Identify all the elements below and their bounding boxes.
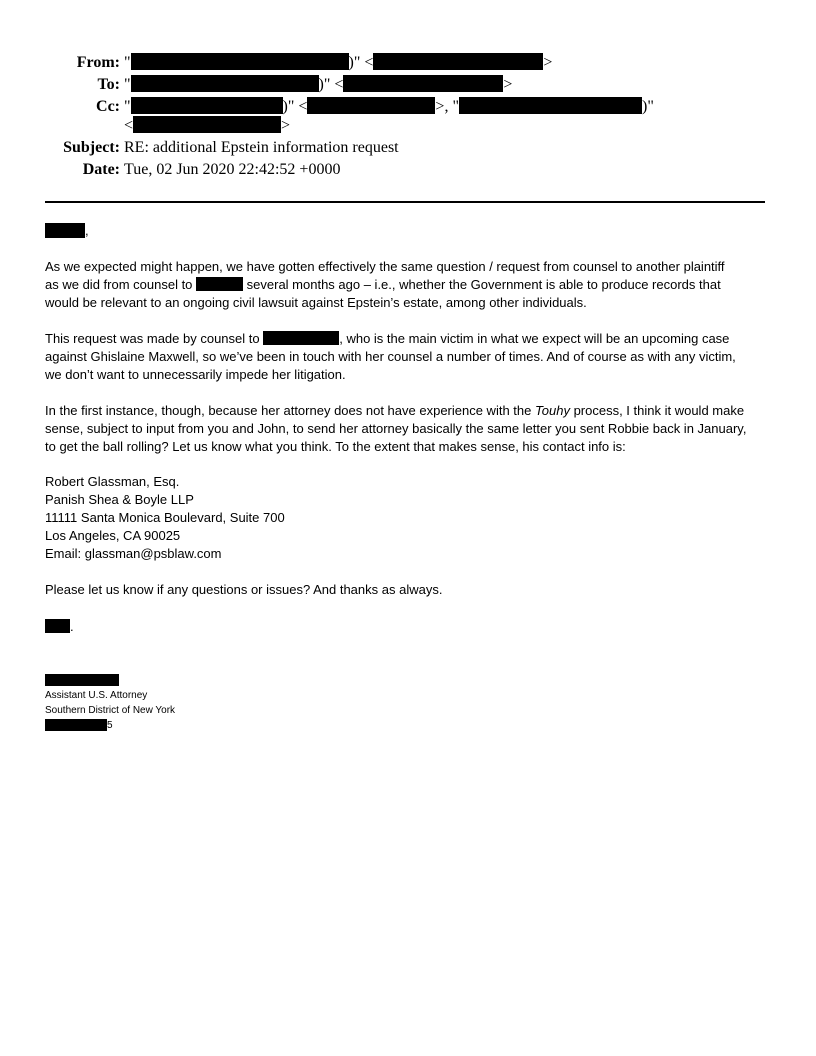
redaction-block	[131, 75, 319, 92]
cc-value-continued: < >	[124, 117, 291, 134]
paragraph-2: This request was made by counsel to , who is the main victim in what we expect will be an upcoming case against Ghislaine Maxwell, so we’ve been in touch with her counsel a number of times. And of course as with any victim, we don’t want to unnecessarily impede her litigation.	[45, 331, 736, 382]
paragraph-4: Please let us know if any questions or issues? And thanks as always.	[45, 582, 443, 597]
paragraph-1: As we expected might happen, we have gotten effectively the same question / request from counsel to another plaintiff as we did from counsel to several months ago – i.e., whether the Government is able to produce records that would be relevant to an ongoing civil lawsuit against Epstein’s estate, among other individuals.	[45, 259, 725, 310]
signature-phone: 5	[45, 718, 175, 733]
redaction-block	[45, 619, 70, 633]
redaction-block	[343, 75, 503, 92]
paragraph-3: In the first instance, though, because her attorney does not have experience with the Touhy process, I think it would make sense, subject to input from you and John, to send her attorney basically the same letter you sent Robbie back in January, to get the ball rolling? Let us know what you think. To the extent that makes sense, his contact info is:	[45, 403, 747, 454]
to-label: To:	[97, 76, 120, 93]
redaction-block	[263, 331, 339, 345]
from-value: " )" < >	[124, 54, 553, 71]
redaction-block	[45, 223, 85, 238]
date-value: Tue, 02 Jun 2020 22:42:52 +0000	[124, 161, 341, 178]
date-label: Date:	[82, 161, 120, 178]
redaction-block	[131, 97, 283, 114]
from-label: From:	[76, 54, 120, 71]
redaction-block	[45, 674, 119, 686]
redaction-block	[133, 116, 281, 133]
signoff: .	[45, 618, 775, 636]
subject-value: RE: additional Epstein information request	[124, 139, 399, 156]
redaction-block	[307, 97, 435, 114]
contact-info	[45, 473, 775, 563]
cc-label: Cc:	[96, 98, 120, 115]
redaction-block	[45, 719, 107, 731]
signature-title: Assistant U.S. Attorney	[45, 690, 148, 701]
redaction-block	[459, 97, 642, 114]
signature-office: Southern District of New York	[45, 705, 176, 716]
header-divider	[45, 201, 765, 203]
contact-firm: Panish Shea & Boyle LLP	[45, 492, 194, 507]
contact-email: Email: glassman@psblaw.com	[45, 546, 222, 561]
contact-city: Los Angeles, CA 90025	[45, 528, 181, 543]
greeting: ,	[45, 222, 775, 240]
contact-name: Robert Glassman, Esq.	[45, 474, 180, 489]
signature-block	[45, 673, 175, 733]
to-value: " )" < >	[124, 76, 513, 93]
redaction-block	[196, 277, 243, 291]
cc-value: " )" < >, " )"	[124, 98, 654, 115]
redaction-block	[131, 53, 349, 70]
redaction-block	[373, 53, 543, 70]
subject-label: Subject:	[63, 139, 120, 156]
contact-street: 11111 Santa Monica Boulevard, Suite 700	[45, 510, 285, 525]
